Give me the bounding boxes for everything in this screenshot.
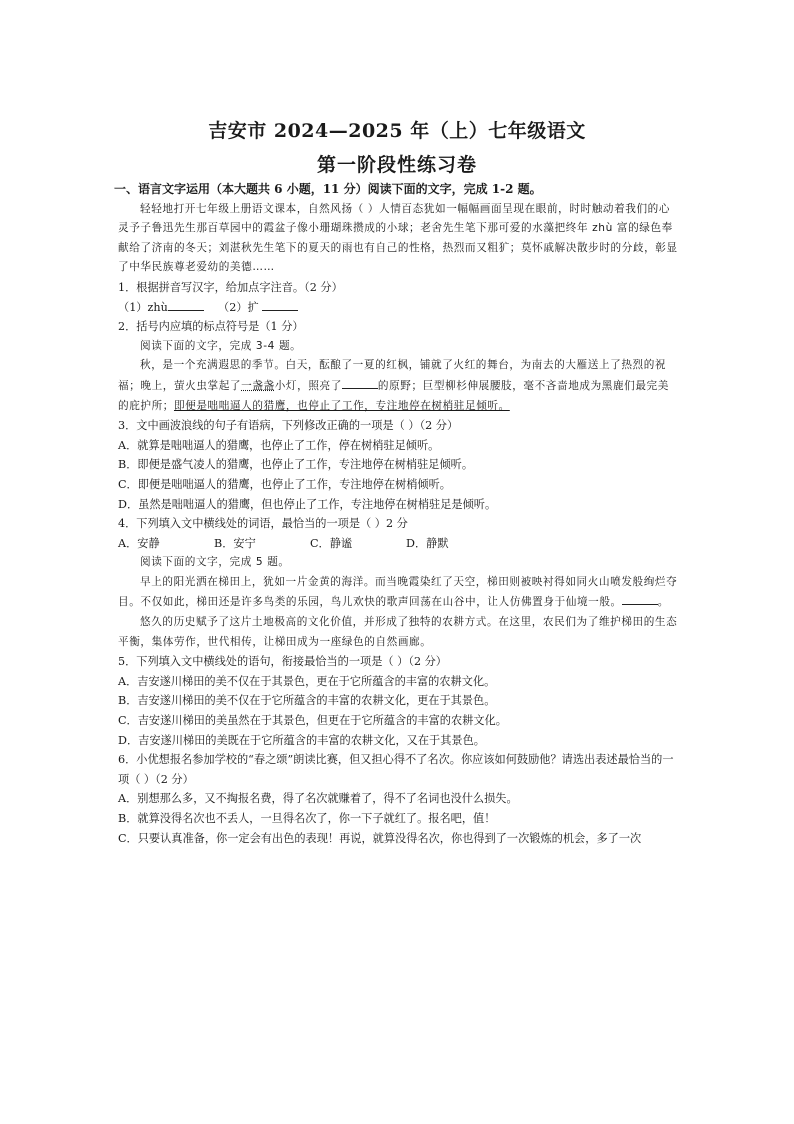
exam-subtitle: 第一阶段性练习卷 (316, 154, 477, 176)
passage1-pinyin: ù (605, 222, 613, 235)
q5-option-d[interactable]: D．吉安遂川梯田的美既在于它所蕴含的丰富的农耕文化，又在于其景色。 (118, 733, 485, 747)
q5-option-b[interactable]: B．吉安遂川梯田的美不仅在于它所蕴含的丰富的农耕文化，更在于其景色。 (118, 694, 496, 708)
q6-option-c[interactable]: C．只要认真准备，你一定会有出色的表现！再说，就算没得名次，你也得到了一次锻炼的机会，多了一次 (118, 831, 642, 845)
exam-title: 吉安市 2024—2025 年（上）七年级语文 (208, 120, 586, 142)
question4: 4．下列填入文中横线处的词语，最恰当的一项是（ ）2 分 (118, 517, 408, 531)
passage2-text-a: 秋，是一个充满遐思的季节。白天，酝酿了一夏的红枫，铺就了火红的舞台，为南去的大雁送上了热烈的祝福；晚上，萤火虫掌起了 (118, 359, 667, 392)
q3-option-b[interactable]: B．即便是盛气凌人的猎鹰，也停止了工作，专注地停在树梢驻足倾听。 (118, 458, 474, 472)
question1: 1．根据拼音写汉字，给加点字注音。（2 分） (118, 280, 343, 294)
q5-option-c[interactable]: C．吉安遂川梯田的美虽然在于其景色，但更在于它所蕴含的丰富的农耕文化。 (118, 714, 507, 728)
q4-option-b[interactable]: B．安宁 (214, 536, 256, 550)
q1-item1-label: （1）zhù (118, 300, 168, 314)
passage1-part1: 轻轻地打开七年级上册语文课本，自然风扬（ ）人情百态犹如一幅幅画面呈现在眼前，时时触动着我们的心灵予子鲁迅先生那百草园中的霞盆子像小珊瑚珠攒成的小球；老舍先生笔下那可爱的水藻把终年 zh (118, 202, 671, 235)
section1-heading: 一、语言文字运用（本大题共 6 小题，11 分）阅读下面的文字，完成 1-2 题。 (114, 182, 542, 196)
q6-option-b[interactable]: B．就算没得名次也不丢人，一旦得名次了，你一下子就红了。报名吧，值！ (118, 812, 496, 825)
question1-items (118, 298, 680, 318)
passage2-blank[interactable] (342, 376, 378, 389)
question5: 5．下列填入文中横线处的语句，衔接最恰当的一项是（ ）（2 分） (118, 655, 447, 669)
passage3-para1 (118, 573, 680, 613)
question3: 3．文中画波浪线的句子有语病，下列修改正确的一项是（ ）（2 分） (118, 419, 459, 433)
passage2-text-c: 的原野；巨型柳杉伸展腰肢，毫不吝啬地成为黑鹿们最完美的庇护所； (118, 379, 669, 412)
q1-item2-blank[interactable] (262, 298, 298, 311)
passage3-intro: 阅读下面的文字，完成 5 题。 (140, 556, 290, 569)
passage3-para1-text: 早上的阳光洒在梯田上，犹如一片金黄的海洋。而当晚霞染红了天空，梯田则被映衬得如同火山喷发般绚烂夺目。不仅如此，梯田还是许多鸟类的乐园，鸟儿欢快的歌声回荡在山谷中，让人仿佛置身于仙境一般。 (118, 575, 678, 609)
q3-option-d[interactable]: D．虽然是咄咄逼人的猎鹰，但也停止了工作，专注地停在树梢驻足是倾听。 (118, 497, 497, 511)
q1-item1-blank[interactable] (168, 298, 204, 311)
question6: 6．小优想报名参加学校的“春之颂”朗读比赛，但又担心得不了名次。你应该如何鼓励他？请选出表述最恰当的一项（ ）（2 分） (118, 753, 674, 786)
wavy-sentence: 即便是咄咄逼人的猎鹰，也停止了工作，专注地停在树梢驻足倾听。 (173, 399, 510, 412)
passage2-text-b: 小灯，照亮了 (274, 379, 342, 392)
passage3-para2: 悠久的历史赋予了这片土地极高的文化价值，并形成了独特的农耕方式。在这里，农民们为了维护梯田的生态平衡，集体劳作，世代相传，让梯田成为一座绿色的自然画廊。 (118, 616, 678, 648)
passage3-blank[interactable] (622, 592, 658, 605)
q3-option-c[interactable]: C．即便是咄咄逼人的猎鹰，也停止了工作，专注地停在树梢倾听。 (118, 477, 451, 491)
question2: 2．括号内应填的标点符号是（1 分） (118, 320, 304, 334)
q3-option-a[interactable]: A．就算是咄咄逼人的猎鹰，也停止了工作，停在树梢驻足倾听。 (118, 438, 440, 452)
q4-option-c[interactable]: C．静谧 (310, 536, 353, 550)
q1-item2-label: （2）扩 (218, 300, 259, 314)
passage2 (118, 356, 680, 416)
q4-options (118, 534, 680, 554)
dotted-word: 一盏盏 (241, 379, 275, 392)
exam-content (114, 180, 680, 848)
q6-option-a[interactable]: A．别想那么多，又不掏报名费，得了名次就赚着了，得不了名词也没什么损失。 (118, 792, 518, 806)
passage2-intro: 阅读下面的文字，完成 3-4 题。 (140, 339, 302, 352)
passage1 (118, 200, 680, 278)
q5-option-a[interactable]: A．吉安遂川梯田的美不仅在于其景色，更在于它所蕴含的丰富的农耕文化。 (118, 674, 496, 688)
passage3-para1-end: 。 (657, 596, 669, 609)
q4-option-a[interactable]: A．安静 (118, 536, 160, 550)
q4-option-d[interactable]: D．静默 (406, 536, 449, 550)
passage1-part2: 富的绿色奉献给了济南的冬天；刘湛秋先生笔下的夏天的雨也有自己的性格，热烈而又粗犷；莫怀戚解决散步时的分歧，彰显了中华民族尊老爱幼的美德…… (118, 222, 678, 274)
